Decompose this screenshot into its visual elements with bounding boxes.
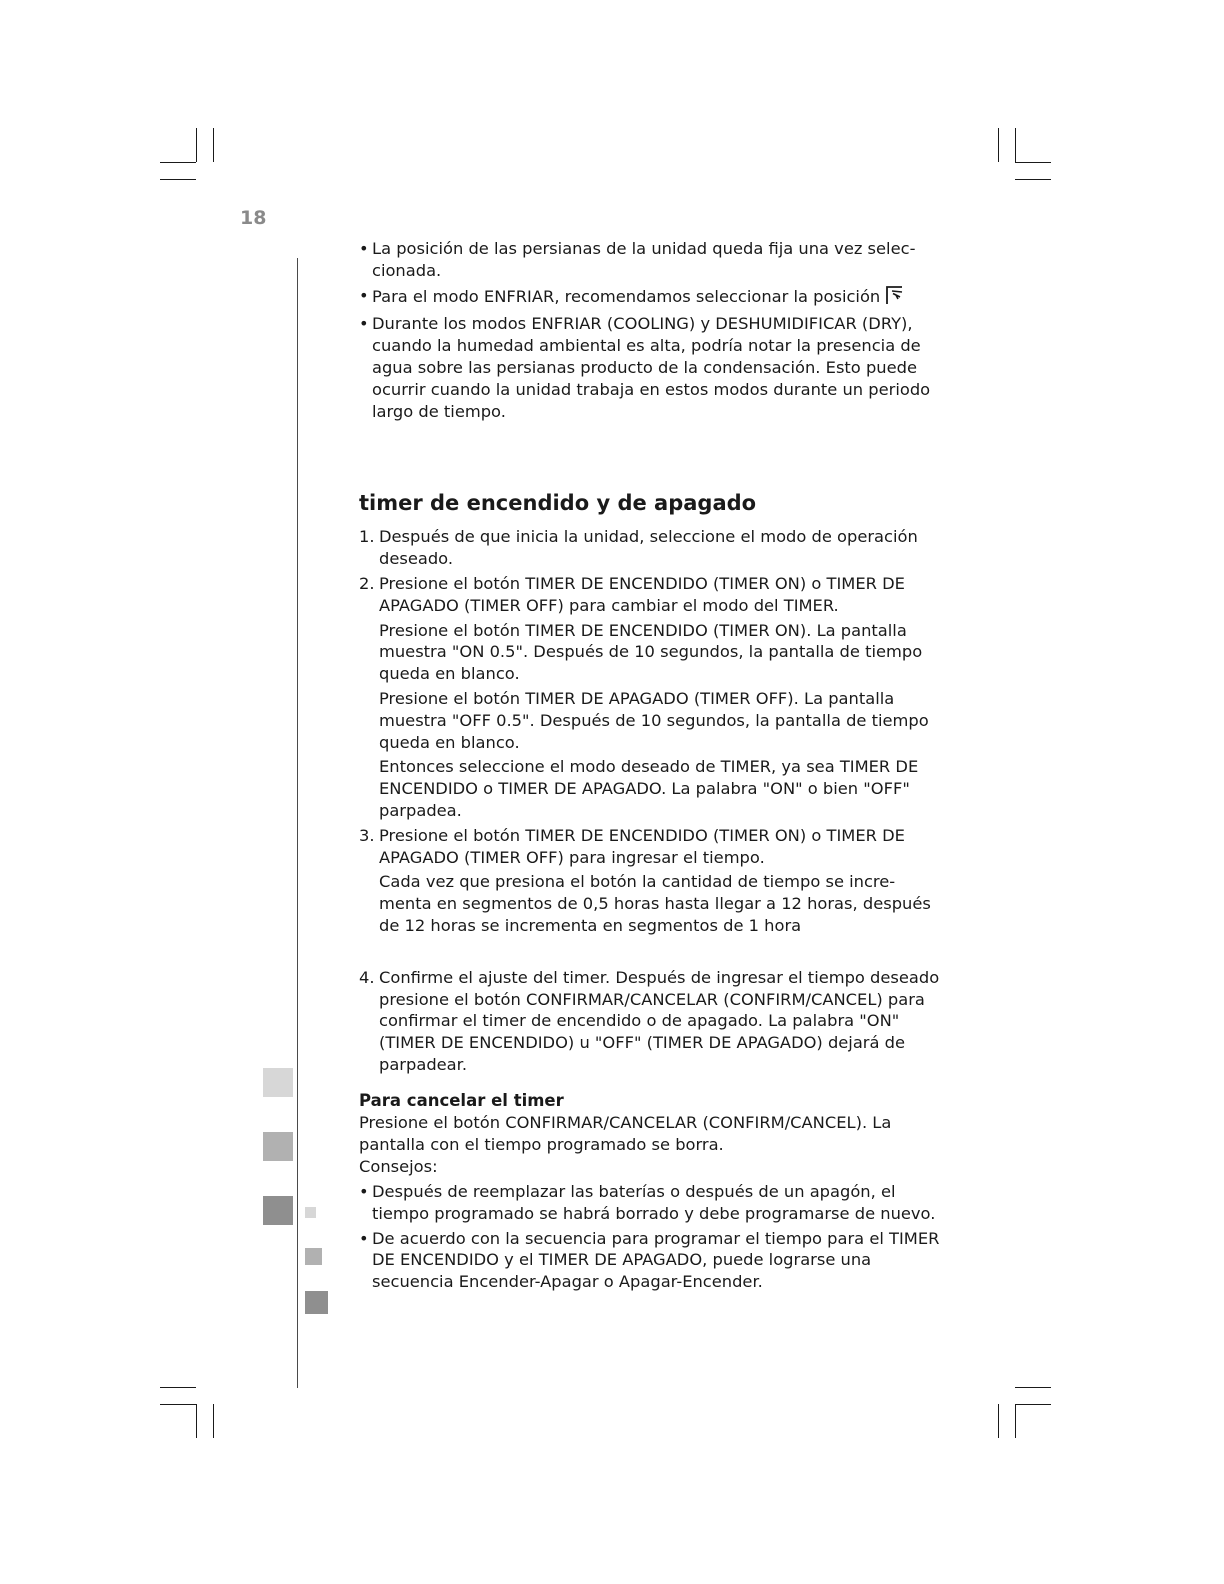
crop-mark [160, 1404, 196, 1405]
list-item-text: De acuerdo con la secuencia para programar el tiempo para el TIMER DE ENCENDIDO y el TIMER DE APAGADO, puede lograrse una secuencia Encender-Apagar o Apagar-Encender. [372, 1228, 940, 1292]
tips-label: Consejos: [359, 1157, 438, 1177]
color-swatch [305, 1291, 328, 1314]
crop-mark [1015, 162, 1051, 163]
crop-mark [196, 1404, 197, 1438]
margin-rule [297, 258, 298, 1388]
crop-mark [213, 1404, 214, 1438]
step-text: Después de que inicia la unidad, seleccione el modo de operación deseado. [379, 527, 918, 569]
list-item [359, 313, 941, 422]
step-item [359, 526, 941, 570]
main-content [359, 238, 941, 1296]
list-item-text: Durante los modos ENFRIAR (COOLING) y DESHUMIDIFICAR (DRY), cuando la humedad ambiental es alta, podría notar la presencia de agua sobre las persianas producto de la condensación. Esto puede ocurrir cuando la unidad trabaja en estos modos durante un periodo largo de tiempo. [372, 314, 931, 421]
crop-mark [998, 1404, 999, 1438]
color-swatch [305, 1207, 316, 1218]
crop-mark [1015, 1404, 1016, 1438]
crop-mark [196, 128, 197, 162]
list-item-text: Para el modo ENFRIAR, recomendamos seleccionar la posición [372, 286, 881, 306]
list-item [359, 285, 941, 311]
step-subparagraph: Entonces seleccione el modo deseado de TIMER, ya sea TIMER DE ENCENDIDO o TIMER DE APAGADO. La palabra "ON" o bien "OFF" parpadea. [379, 757, 919, 820]
crop-mark [160, 162, 196, 163]
step-text: Presione el botón TIMER DE ENCENDIDO (TIMER ON) o TIMER DE APAGADO (TIMER OFF) para cambiar el modo del TIMER. [379, 573, 905, 615]
crop-mark [160, 179, 196, 180]
timer-steps-list [359, 526, 941, 1075]
step-subparagraph: Presione el botón TIMER DE ENCENDIDO (TIMER ON). La pantalla muestra "ON 0.5". Después de 10 segundos, la pantalla de tiempo queda en blanco. [379, 620, 923, 684]
step-item [359, 967, 941, 1076]
step-number: 1. [359, 527, 375, 547]
step-item [359, 573, 941, 822]
crop-mark [213, 128, 214, 162]
intro-bullet-list [359, 238, 941, 422]
list-item [359, 1228, 941, 1293]
crop-mark [1015, 128, 1016, 162]
list-item [359, 238, 941, 282]
section-title: timer de encendido y de apagado [359, 491, 757, 516]
crop-mark [998, 128, 999, 162]
crop-mark [1015, 1404, 1051, 1405]
crop-mark [1015, 1387, 1051, 1388]
tips-bullet-list [359, 1181, 941, 1293]
crop-mark [160, 1387, 196, 1388]
list-item-text: La posición de las persianas de la unidad queda fija una vez seleccionada. [372, 239, 916, 280]
page-number: 18 [240, 207, 267, 229]
step-subparagraph: Presione el botón TIMER DE APAGADO (TIMER OFF). La pantalla muestra "OFF 0.5". Después de 10 segundos, la pantalla de tiempo queda en blanco. [379, 688, 929, 752]
color-swatch [263, 1196, 293, 1225]
step-text: Confirme el ajuste del timer. Después de ingresar el tiempo deseado presione el botón CONFIRMAR/CANCELAR (CONFIRM/CANCEL) para confirmar el timer de encendido o de apagado. La palabra "ON" (TIMER DE ENCENDIDO) u "OFF" (TIMER DE APAGADO) dejará de parpadear. [379, 967, 940, 1074]
step-number: 2. [359, 573, 375, 593]
crop-mark [1015, 179, 1051, 180]
color-swatch [305, 1248, 322, 1265]
step-text: Presione el botón TIMER DE ENCENDIDO (TIMER ON) o TIMER DE APAGADO (TIMER OFF) para ingresar el tiempo. [379, 825, 905, 867]
list-item [359, 1181, 941, 1225]
step-number: 3. [359, 825, 375, 845]
subsection-title: Para cancelar el timer [359, 1090, 564, 1110]
list-item-text: Después de reemplazar las baterías o después de un apagón, el tiempo programado se habrá borrado y debe programarse de nuevo. [372, 1182, 936, 1223]
step-subparagraph: Cada vez que presiona el botón la cantidad de tiempo se incrementa en segmentos de 0,5 horas hasta llegar a 12 horas, después de 12 horas se incrementa en segmentos de 1 hora [379, 872, 931, 935]
color-swatch [263, 1132, 293, 1161]
louver-position-icon [885, 285, 904, 311]
step-item [359, 825, 941, 937]
cancel-paragraph: Presione el botón CONFIRMAR/CANCELAR (CONFIRM/CANCEL). La pantalla con el tiempo programado se borra. [359, 1112, 892, 1154]
color-swatch [263, 1068, 293, 1097]
step-number: 4. [359, 967, 375, 987]
